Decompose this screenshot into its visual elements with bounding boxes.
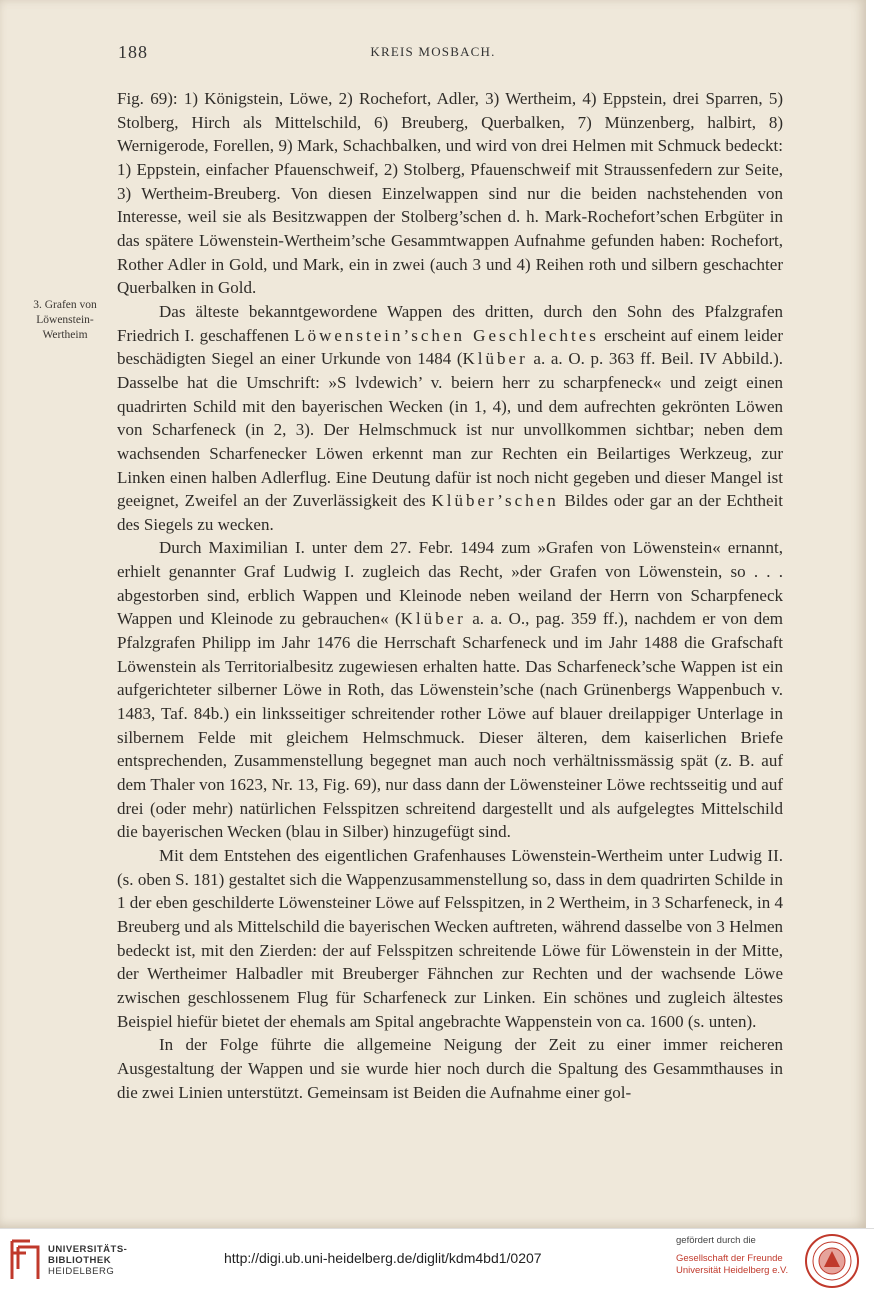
spaced-name: Klüber: [400, 609, 466, 629]
margin-note: [20, 298, 110, 343]
library-logo-icon: [8, 1239, 42, 1281]
library-name: UNIVERSITÄTS- BIBLIOTHEK HEIDELBERG: [48, 1244, 128, 1277]
paragraph-1: Fig. 69): 1) Königstein, Löwe, 2) Rochefort, Adler, 3) Wertheim, 4) Eppstein, drei Sparren, 5) Stolberg, Hirch als Mittelschild, 6) Breuberg, Querbalken, 7) Münzenberg, halbirt, 8) Wernigerode, Forellen, 9) Mark, Schachbalken, und wird von drei Helmen mit Schmuck bedeckt: 1) Eppstein, einfacher Pfauenschweif, 2) Stolberg, Pfauenschweif mit Straussenfedern zur Seite, 3) Wertheim-Breuberg. Von diesen Einzelwappen sind nur die beiden nachstehenden von Interesse, weil sie als Besitzwappen der Stolberg’schen d. h. Mark-Rochefort’schen Erbgüter in das spätere Löwenstein-Wertheim’sche Gesammtwappen Aufnahme gefunden haben: Rochefort, Rother Adler in Gold, und Mark, ein in zwei (auch 3 und 4) Reihen roth und silbern geschachter Querbalken in Gold.: [117, 89, 783, 298]
margin-note-line: Wertheim: [42, 329, 88, 341]
footer-bar: [0, 1228, 874, 1292]
page-number: 188: [118, 42, 148, 62]
university-seal-icon: [804, 1233, 860, 1289]
paragraph-2: Das älteste bekanntgewordene Wappen des dritten, durch den Sohn des Pfalzgrafen Friedrich I. geschaffenen Löwenstein’schen Geschlechtes erscheint auf einem leider beschädigten Siegel an einer Urkunde von 1484 (Klüber a. a. O. p. 363 ff. Beil. IV Abbild.). Dasselbe hat die Umschrift: »S lvdewich’ v. beiern herr zu scharpfeneck« und zeigt einen quadrirten Schild mit den bayerischen Wecken (in 1, 4), und dem aufrechten gekrönten Löwen von Scharfeneck (in 2, 3). Der Helmschmuck ist nur unvollkommen sichtbar; neben dem wachsenden Scharfenecker Löwen erkennt man zur Rechten ein Beilartiges Werkzeug, zur Linken einen halben Adlerflug. Eine Deutung dafür ist noch nicht gegeben und dieser Mangel ist geeignet, Zweifel an der Zuverlässigkeit des Klüber’schen Bildes oder gar an der Echtheit des Siegels zu wecken.: [117, 301, 784, 534]
margin-note-line: Löwenstein-: [36, 314, 94, 326]
paragraph-5: In der Folge führte die allgemeine Neigung der Zeit zu einer immer reicheren Ausgestaltung der Wappen und sie wurde hier noch durch die Spaltung des Gesammthauses in die zwei Linien unterstützt. Gemeinsam ist Beiden die Aufnahme einer gol-: [117, 1035, 783, 1102]
running-head: KREIS MOSBACH.: [370, 44, 496, 59]
paragraph-3: Durch Maximilian I. unter dem 27. Febr. 1494 zum »Grafen von Löwenstein« ernannt, erhielt genannter Graf Ludwig I. zugleich das Recht, »der Grafen von Löwenstein, so . . . abgestorben sind, erblich Wappen und Kleinode neben weiland der Herrn von Scharpfeneck Wappen und Kleinode zu gebrauchen« (Klüber a. a. O., pag. 359 ff.), nachdem er von dem Pfalzgrafen Philipp im Jahr 1476 die Herrschaft Scharfeneck und im Jahr 1488 die Grafschaft Löwenstein als Territorialbesitz zugewiesen erhalten hatte. Das Scharfeneck’sche Wappen ist ein aufgerichteter silberner Löwe in Roth, das Löwenstein’sche (nach Grünenbergs Wappenbuch v. 1483, Taf. 84b.) ein linksseitiger schreitender rother Löwe auf blauer dreilappiger Unterlage in silbernem Felde mit gleichem Helmschmuck. Dieser älteren, dem kaiserlichen Briefe entsprechenden, Zusammenstellung begegnet man auch noch verhältnissmässig spät (z. B. auf dem Thaler von 1623, Nr. 13, Fig. 69), nur dass dann der Löwensteiner Löwe rechtsseitig und auf drei (oder mehr) natürlichen Felsspitzen schreitend dargestellt und als aufgelegtes Mittelschild die bayerischen Wecken (blau in Silber) hinzugefügt sind.: [117, 538, 783, 842]
body-text: [117, 87, 783, 1104]
permalink[interactable]: http://digi.ub.uni-heidelberg.de/diglit/kdm4bd1/0207: [224, 1250, 542, 1266]
margin-note-line: 3. Grafen von: [33, 299, 97, 311]
paragraph-4: Mit dem Entstehen des eigentlichen Grafenhauses Löwenstein-Wertheim unter Ludwig II. (s. oben S. 181) gestaltet sich die Wappenzusammenstellung so, dass in dem quadrirten Schilde in 1 der eben geschilderte Löwensteiner Löwe auf Felsspitzen, in 2 Wertheim, in 3 Scharfeneck, in 4 Breuberg und als Mittelschild die bayerischen Wecken auftreten, während dasselbe von 3 Helmen bedeckt ist, mit den Zierden: der auf Felsspitzen schreitende Löwe für Löwenstein in der Mitte, der Wertheimer Halbadler mit Breuberger Fähnchen zur Rechten und der wachsende Löwe zwischen geschlossenem Flug für Scharfeneck zur Linken. Ein schönes und zugleich ältestes Beispiel hiefür bietet der ehemals am Spital angebrachte Wappenstein von ca. 1600 (s. unten).: [117, 846, 783, 1031]
society-name: Gesellschaft der Freunde Universität Heidelberg e.V.: [676, 1253, 789, 1276]
funded-by-label: gefördert durch die: [676, 1235, 756, 1246]
spaced-name: Klüber’schen: [431, 491, 559, 511]
spaced-name: Löwenstein’schen Geschlechtes: [294, 325, 599, 345]
spaced-name: Klüber: [462, 349, 528, 369]
